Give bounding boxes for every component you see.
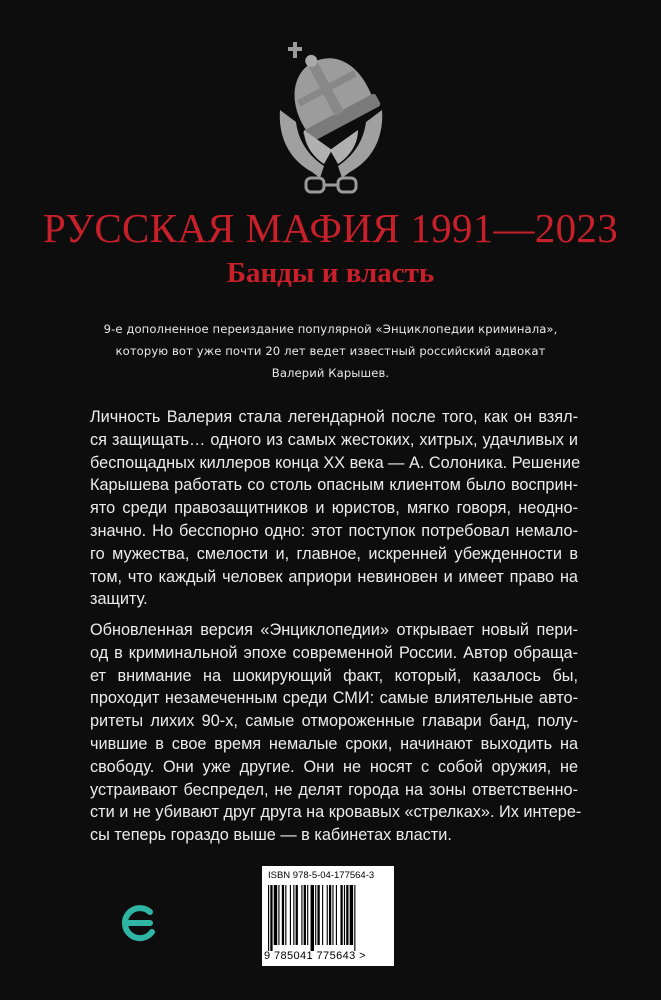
paragraph-line: свободу. Они уже другие. Они не носят с собой оружия, не [90, 757, 578, 776]
paragraph-line: од в криминальной эпохе современной России. Автор обраща- [90, 643, 578, 662]
barcode-bar [340, 885, 342, 945]
tagline-line: которую вот уже почти 20 лет ведет известный российский адвокат [115, 344, 546, 358]
barcode-bars [268, 885, 388, 951]
barcode-bar [296, 885, 298, 945]
barcode-bar [315, 885, 316, 945]
paragraph-line: ся защищать… одного из самых жестоких, хитрых, удачливых и [90, 430, 578, 449]
paragraph-line: устраивают беспредел, не делят города на зоны ответственно- [90, 780, 578, 799]
paragraph-line: значно. Но бесспорно одно: этот поступок потребовал немало- [90, 521, 578, 540]
barcode-bar [290, 885, 291, 945]
barcode-bar [307, 885, 308, 945]
barcode-bar [344, 885, 345, 945]
crown-hands-handcuffs-icon [276, 38, 386, 198]
barcode-bar [317, 885, 319, 945]
paragraph-line: ритеты лихих 90-х, самые отмороженные главари банд, полу- [90, 712, 578, 731]
barcode-bar [304, 885, 306, 945]
paragraph-line: ет внимание на шокирующий факт, который, казалось бы, [90, 666, 578, 685]
barcode-bar [274, 885, 277, 945]
barcode-bar [346, 885, 348, 945]
barcode-bar [301, 885, 302, 945]
eksmo-e-logo-icon [120, 902, 158, 944]
paragraph-line: Личность Валерия стала легендарной после того, как он взял- [90, 408, 578, 426]
paragraph-line: том, что каждый человек априори невиновен и имеет право на [90, 567, 578, 586]
barcode-bar [336, 885, 337, 945]
barcode-bar [350, 885, 353, 945]
barcode-bar [270, 885, 272, 951]
paragraph-line: сы теперь гораздо выше — в кабинетах власти. [90, 826, 452, 845]
barcode-bar [278, 885, 279, 945]
barcode-bar [293, 885, 294, 945]
barcode-bar [285, 885, 286, 945]
description-paragraph-2 [90, 619, 582, 847]
paragraph-line: Карышева работать со столь опасным клиентом было восприн- [90, 476, 578, 495]
paragraph-line: го мужества, смелости и, главное, искренней убежденности в [90, 544, 578, 563]
paragraph-line: беспощадных киллеров конца XX века — А. Солоника. Решение [90, 453, 581, 472]
book-title: РУССКАЯ МАФИЯ 1991—2023 [42, 205, 619, 251]
paragraph-line: проходит незамеченным среди СМИ: самые влиятельные авто- [90, 689, 578, 708]
barcode-label [262, 866, 394, 966]
barcode-bar [268, 885, 269, 951]
tagline-line: Валерий Карышев. [271, 366, 390, 380]
paragraph-line: чившие в свое время немалые сроки, начинают выходить на [90, 734, 578, 753]
paragraph-line: сти и не убивают друг друга на кровавых «стрелках». Их интере- [90, 803, 582, 822]
barcode-bar [354, 885, 355, 951]
paragraph-line: Обновленная версия «Энциклопедии» открывает новый пери- [90, 621, 578, 639]
barcode-bar [282, 885, 284, 945]
barcode-bar [327, 885, 328, 945]
barcode-bar [329, 885, 331, 945]
paragraph-line: ято среди правозащитников и юристов, мягко говоря, неодно- [90, 499, 578, 518]
barcode-bar [332, 885, 333, 945]
tagline [60, 318, 601, 384]
ean-number: 9 785041 775643 > [264, 950, 366, 962]
isbn-text: ISBN 978-5-04-177564-3 [268, 870, 375, 881]
tagline-line: 9-е дополненное переиздание популярной «Энциклопедии криминала», [103, 322, 558, 336]
barcode-bar [311, 885, 314, 951]
paragraph-line: защиту. [90, 590, 148, 609]
description-paragraph-1 [90, 406, 581, 611]
book-subtitle: Банды и власть [226, 257, 435, 289]
barcode-bar [322, 885, 323, 945]
